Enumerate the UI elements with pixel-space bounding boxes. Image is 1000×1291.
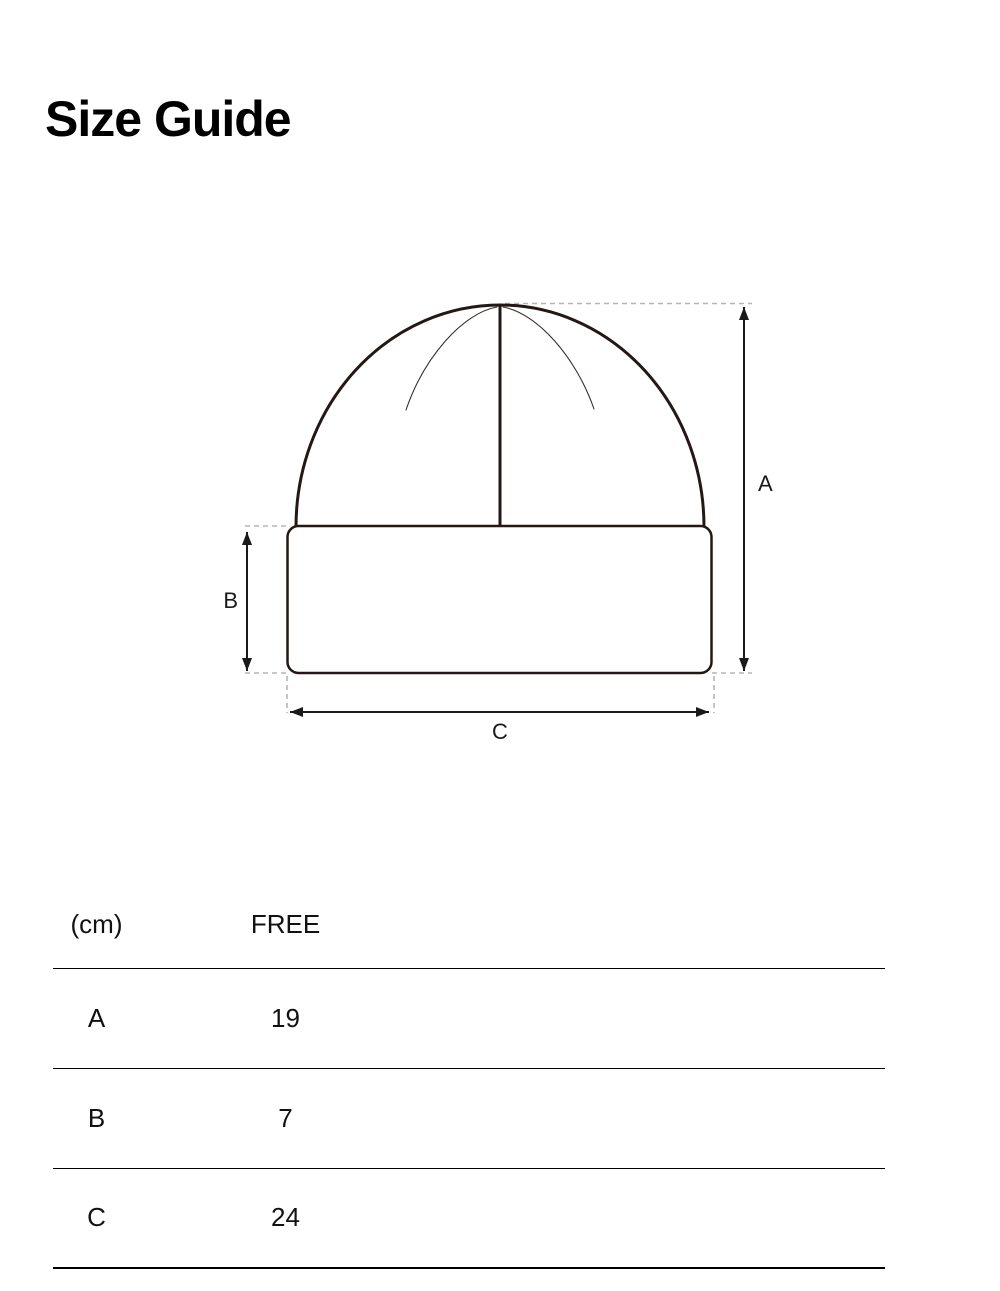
dimension-value: 7 bbox=[140, 1068, 431, 1168]
row-spacer bbox=[431, 1168, 885, 1268]
measure-label-c: C bbox=[492, 719, 508, 744]
row-spacer bbox=[431, 1068, 885, 1168]
dimension-label: C bbox=[53, 1168, 140, 1268]
dimension-value: 24 bbox=[140, 1168, 431, 1268]
measure-label-a: A bbox=[758, 471, 773, 496]
table-row-b bbox=[53, 1068, 885, 1168]
measure-label-b: B bbox=[223, 588, 238, 613]
dimension-value: 19 bbox=[140, 968, 431, 1068]
table-row-c bbox=[53, 1168, 885, 1268]
unit-header: (cm) bbox=[70, 908, 123, 939]
dimension-label: A bbox=[53, 968, 140, 1068]
size-header: FREE bbox=[250, 908, 321, 939]
size-table bbox=[53, 881, 885, 1269]
page-title: Size Guide bbox=[45, 91, 291, 147]
beanie-cuff bbox=[288, 526, 712, 673]
dimension-label: B bbox=[53, 1068, 140, 1168]
row-spacer bbox=[431, 968, 885, 1068]
table-row-a bbox=[53, 968, 885, 1068]
size-table-header-row bbox=[53, 881, 885, 968]
header-spacer bbox=[431, 881, 885, 968]
